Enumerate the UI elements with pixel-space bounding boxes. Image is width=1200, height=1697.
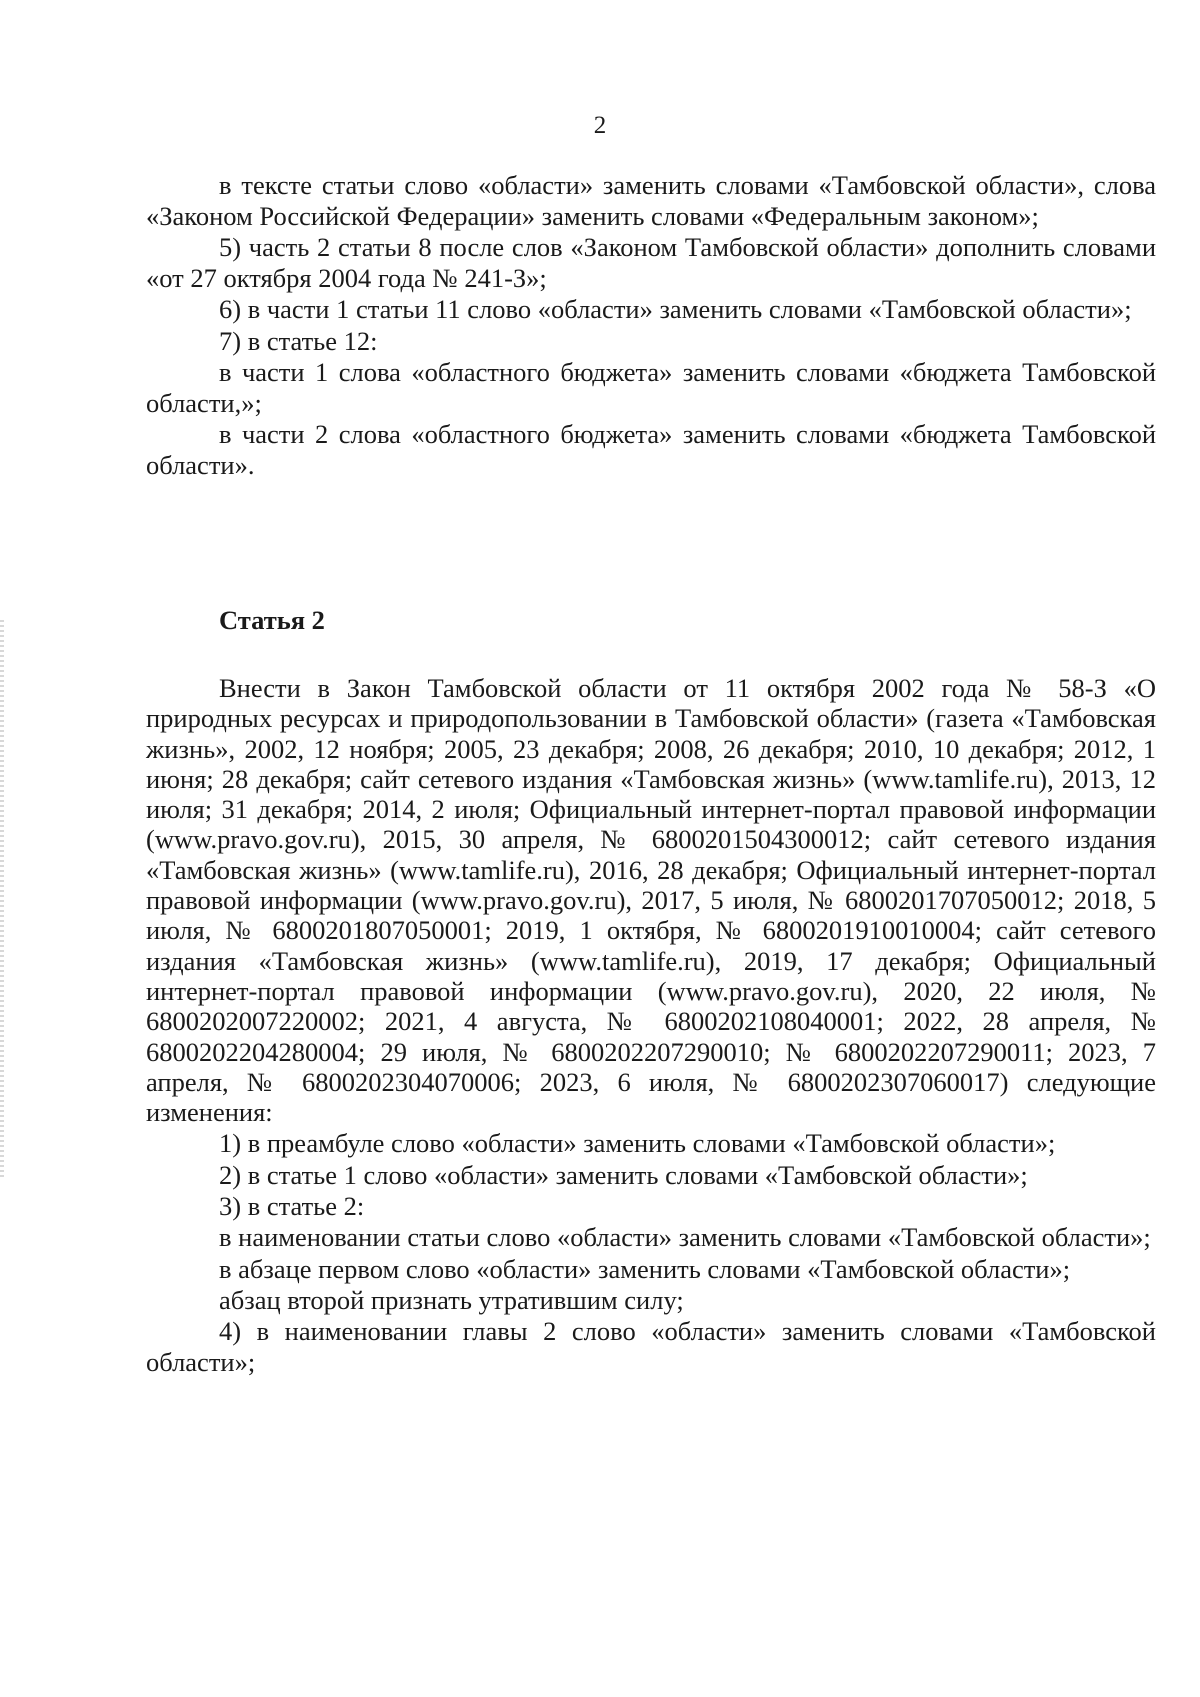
paragraph: 6) в части 1 статьи 11 слово «области» заменить словами «Тамбовской области»; — [219, 294, 1132, 324]
paragraph: в тексте статьи слово «области» заменить словами «Тамбовской области», слова «Законом Российской Федерации» заменить словами «Федеральным законом»; — [146, 170, 1156, 231]
list-item: 4) в наименовании главы 2 слово «области» заменить словами «Тамбовской области»; — [146, 1316, 1156, 1377]
article-intro-paragraph: Внести в Закон Тамбовской области от 11 октября 2002 года № 58-З «О природных ресурсах и природопользовании в Тамбовской области» (газета «Тамбовская жизнь», 2002, 12 ноября; 2005, 23 декабря; 2008, 26 декабря; 2010, 10 декабря; 2012, 1 июня; 28 декабря; сайт сетевого издания «Тамбовская жизнь» (www.tamlife.ru), 2013, 12 июля; 31 декабря; 2014, 2 июля; Официальный интернет-портал правовой информации (www.pravo.gov.ru), 2015, 30 апреля, № 6800201504300012; сайт сетевого издания «Тамбовская жизнь» (www.tamlife.ru), 2016, 28 декабря; Официальный интернет-портал правовой информации (www.pravo.gov.ru), 2017, 5 июля, № 6800201707050012; 2018, 5 июля, № 6800201807050001; 2019, 1 октября, № 6800201910010004; сайт сетевого издания «Тамбовская жизнь» (www.tamlife.ru), 2019, 17 декабря; Официальный интернет-портал правовой информации (www.pravo.gov.ru), 2020, 22 июля, № 6800202007220002; 2021, 4 августа, № 6800202108040001; 2022, 28 апреля, № 6800202204280004; 29 июля, № 6800202207290010; № 6800202207290011; 2023, 7 апреля, № 6800202304070006; 2023, 6 июля, № 6800202307060017) следующие изменения: — [146, 673, 1156, 1128]
section1-text — [146, 170, 1156, 481]
article2-text — [146, 673, 1156, 1378]
list-item: 2) в статье 1 слово «области» заменить словами «Тамбовской области»; — [219, 1159, 1028, 1190]
list-item: 3) в статье 2: — [219, 1191, 365, 1222]
paragraph: 7) в статье 12: — [219, 325, 378, 356]
list-item: абзац второй признать утратившим силу; — [219, 1284, 684, 1315]
article-heading: Статья 2 — [219, 605, 325, 635]
list-item: 1) в преамбуле слово «области» заменить словами «Тамбовской области»; — [219, 1128, 1056, 1159]
paragraph: 5) часть 2 статьи 8 после слов «Законом Тамбовской области» дополнить словами «от 27 октября 2004 года № 241-З»; — [146, 232, 1156, 293]
list-item: в наименовании статьи слово «области» заменить словами «Тамбовской области»; — [219, 1222, 1151, 1253]
page-number: 2 — [593, 112, 607, 139]
paragraph: в части 2 слова «областного бюджета» заменить словами «бюджета Тамбовской области». — [146, 419, 1156, 480]
scan-edge-artifact — [0, 620, 4, 1180]
paragraph: в части 1 слова «областного бюджета» заменить словами «бюджета Тамбовской области,»; — [146, 357, 1156, 418]
list-item: в абзаце первом слово «области» заменить словами «Тамбовской области»; — [219, 1253, 1071, 1284]
